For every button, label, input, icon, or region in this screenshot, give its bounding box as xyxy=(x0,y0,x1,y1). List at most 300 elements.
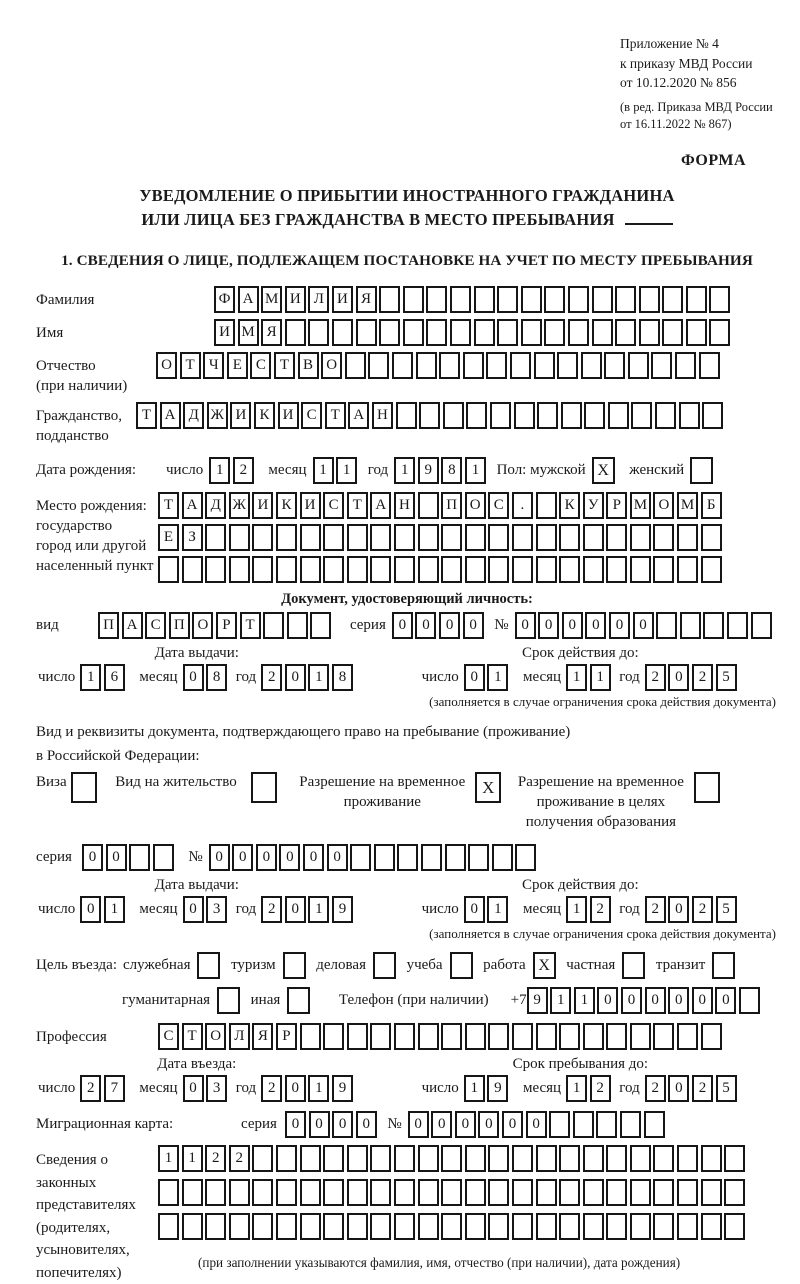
form-cell[interactable] xyxy=(441,1179,462,1206)
form-cell[interactable] xyxy=(300,556,321,583)
form-cell[interactable] xyxy=(373,952,396,979)
form-cell[interactable]: 3 xyxy=(206,1075,227,1102)
form-cell[interactable]: 0 xyxy=(668,896,689,923)
form-cell[interactable]: 0 xyxy=(209,844,230,871)
form-cell[interactable]: 0 xyxy=(621,987,642,1014)
form-cell[interactable] xyxy=(283,952,306,979)
form-cell[interactable] xyxy=(276,524,297,551)
form-cell[interactable]: З xyxy=(182,524,203,551)
form-cell[interactable] xyxy=(512,556,533,583)
form-cell[interactable] xyxy=(441,1023,462,1050)
form-cell[interactable] xyxy=(568,319,589,346)
form-cell[interactable]: 2 xyxy=(645,896,666,923)
form-cell[interactable] xyxy=(630,1179,651,1206)
form-cell[interactable] xyxy=(679,402,700,429)
form-cell[interactable] xyxy=(426,286,447,313)
form-cell[interactable] xyxy=(651,352,672,379)
form-cell[interactable] xyxy=(694,772,720,803)
form-cell[interactable]: 2 xyxy=(233,457,254,484)
form-cell[interactable]: М xyxy=(630,492,651,519)
form-cell[interactable] xyxy=(474,286,495,313)
form-cell[interactable]: И xyxy=(332,286,353,313)
form-cell[interactable]: 1 xyxy=(566,896,587,923)
form-cell[interactable] xyxy=(418,1179,439,1206)
form-cell[interactable] xyxy=(347,556,368,583)
form-cell[interactable] xyxy=(300,524,321,551)
form-cell[interactable] xyxy=(653,556,674,583)
form-cell[interactable]: 1 xyxy=(590,664,611,691)
form-cell[interactable]: 0 xyxy=(668,987,689,1014)
form-cell[interactable] xyxy=(559,1179,580,1206)
form-cell[interactable] xyxy=(515,844,536,871)
form-cell[interactable] xyxy=(559,556,580,583)
form-cell[interactable] xyxy=(205,1179,226,1206)
form-cell[interactable] xyxy=(205,524,226,551)
form-cell[interactable] xyxy=(488,556,509,583)
form-cell[interactable] xyxy=(592,319,613,346)
form-cell[interactable]: П xyxy=(98,612,119,639)
form-cell[interactable]: 0 xyxy=(392,612,413,639)
form-cell[interactable]: Т xyxy=(180,352,201,379)
form-cell[interactable] xyxy=(403,286,424,313)
form-cell[interactable] xyxy=(397,844,418,871)
form-cell[interactable] xyxy=(394,1179,415,1206)
form-cell[interactable] xyxy=(394,1213,415,1240)
form-cell[interactable] xyxy=(347,1213,368,1240)
form-cell[interactable]: Д xyxy=(183,402,204,429)
form-cell[interactable]: Ж xyxy=(207,402,228,429)
form-cell[interactable] xyxy=(724,1179,745,1206)
form-cell[interactable]: 0 xyxy=(597,987,618,1014)
form-cell[interactable] xyxy=(129,844,150,871)
form-cell[interactable] xyxy=(615,319,636,346)
form-cell[interactable] xyxy=(323,1023,344,1050)
form-cell[interactable]: О xyxy=(653,492,674,519)
form-cell[interactable]: Н xyxy=(372,402,393,429)
form-cell[interactable]: 1 xyxy=(465,457,486,484)
form-cell[interactable]: О xyxy=(205,1023,226,1050)
form-cell[interactable]: Е xyxy=(158,524,179,551)
form-cell[interactable] xyxy=(677,1213,698,1240)
form-cell[interactable] xyxy=(573,1111,594,1138)
form-cell[interactable]: 1 xyxy=(574,987,595,1014)
form-cell[interactable] xyxy=(182,1213,203,1240)
form-cell[interactable] xyxy=(544,319,565,346)
form-cell[interactable] xyxy=(596,1111,617,1138)
form-cell[interactable] xyxy=(229,524,250,551)
form-cell[interactable] xyxy=(727,612,748,639)
form-cell[interactable] xyxy=(251,772,277,803)
form-cell[interactable] xyxy=(724,1145,745,1172)
form-cell[interactable]: К xyxy=(559,492,580,519)
form-cell[interactable]: 0 xyxy=(715,987,736,1014)
form-cell[interactable] xyxy=(583,1023,604,1050)
form-cell[interactable] xyxy=(701,1145,722,1172)
form-cell[interactable] xyxy=(606,1179,627,1206)
form-cell[interactable]: 2 xyxy=(590,896,611,923)
form-cell[interactable] xyxy=(581,352,602,379)
form-cell[interactable] xyxy=(709,319,730,346)
form-cell[interactable] xyxy=(347,1179,368,1206)
form-cell[interactable]: А xyxy=(348,402,369,429)
form-cell[interactable] xyxy=(347,1023,368,1050)
form-cell[interactable] xyxy=(394,1023,415,1050)
form-cell[interactable] xyxy=(368,352,389,379)
form-cell[interactable] xyxy=(606,556,627,583)
form-cell[interactable]: 1 xyxy=(313,457,334,484)
form-cell[interactable]: Т xyxy=(158,492,179,519)
form-cell[interactable] xyxy=(465,556,486,583)
form-cell[interactable]: 2 xyxy=(692,1075,713,1102)
form-cell[interactable] xyxy=(474,319,495,346)
form-cell[interactable]: 0 xyxy=(415,612,436,639)
form-cell[interactable]: 0 xyxy=(455,1111,476,1138)
form-cell[interactable] xyxy=(512,524,533,551)
form-cell[interactable] xyxy=(703,612,724,639)
form-cell[interactable] xyxy=(630,1145,651,1172)
form-cell[interactable] xyxy=(606,1213,627,1240)
form-cell[interactable] xyxy=(690,457,713,484)
form-cell[interactable] xyxy=(263,612,284,639)
form-cell[interactable]: 2 xyxy=(590,1075,611,1102)
form-cell[interactable]: Е xyxy=(227,352,248,379)
form-cell[interactable] xyxy=(287,987,310,1014)
form-cell[interactable]: 0 xyxy=(285,1075,306,1102)
form-cell[interactable] xyxy=(712,952,735,979)
form-cell[interactable] xyxy=(450,286,471,313)
form-cell[interactable]: 0 xyxy=(464,664,485,691)
form-cell[interactable]: Т xyxy=(274,352,295,379)
form-cell[interactable] xyxy=(403,319,424,346)
form-cell[interactable]: Б xyxy=(701,492,722,519)
form-cell[interactable]: 0 xyxy=(309,1111,330,1138)
form-cell[interactable]: 1 xyxy=(566,664,587,691)
form-cell[interactable] xyxy=(356,319,377,346)
form-cell[interactable] xyxy=(549,1111,570,1138)
form-cell[interactable] xyxy=(604,352,625,379)
form-cell[interactable] xyxy=(441,1213,462,1240)
form-cell[interactable]: 0 xyxy=(303,844,324,871)
form-cell[interactable] xyxy=(418,1213,439,1240)
form-cell[interactable]: 2 xyxy=(261,896,282,923)
form-cell[interactable] xyxy=(630,1213,651,1240)
form-cell[interactable] xyxy=(675,352,696,379)
form-cell[interactable]: О xyxy=(156,352,177,379)
form-cell[interactable]: 0 xyxy=(463,612,484,639)
form-cell[interactable] xyxy=(583,1213,604,1240)
form-cell[interactable]: Т xyxy=(240,612,261,639)
form-cell[interactable] xyxy=(394,556,415,583)
form-cell[interactable]: М xyxy=(238,319,259,346)
form-cell[interactable] xyxy=(370,1023,391,1050)
form-cell[interactable]: 2 xyxy=(229,1145,250,1172)
form-cell[interactable] xyxy=(653,524,674,551)
form-cell[interactable] xyxy=(521,319,542,346)
form-cell[interactable]: 2 xyxy=(261,1075,282,1102)
form-cell[interactable]: С xyxy=(145,612,166,639)
form-cell[interactable] xyxy=(653,1145,674,1172)
form-cell[interactable] xyxy=(441,556,462,583)
form-cell[interactable] xyxy=(418,1145,439,1172)
form-cell[interactable]: 0 xyxy=(645,987,666,1014)
form-cell[interactable] xyxy=(443,402,464,429)
form-cell[interactable] xyxy=(656,612,677,639)
form-cell[interactable]: 1 xyxy=(158,1145,179,1172)
form-cell[interactable] xyxy=(583,524,604,551)
form-cell[interactable]: 0 xyxy=(609,612,630,639)
form-cell[interactable] xyxy=(653,1023,674,1050)
form-cell[interactable]: Ч xyxy=(203,352,224,379)
form-cell[interactable] xyxy=(276,1213,297,1240)
form-cell[interactable]: И xyxy=(252,492,273,519)
form-cell[interactable] xyxy=(701,556,722,583)
form-cell[interactable] xyxy=(701,524,722,551)
form-cell[interactable] xyxy=(370,1179,391,1206)
form-cell[interactable]: Я xyxy=(252,1023,273,1050)
form-cell[interactable]: У xyxy=(583,492,604,519)
form-cell[interactable]: 0 xyxy=(515,612,536,639)
form-cell[interactable] xyxy=(450,952,473,979)
form-cell[interactable]: О xyxy=(192,612,213,639)
form-cell[interactable]: В xyxy=(298,352,319,379)
form-cell[interactable] xyxy=(536,1145,557,1172)
form-cell[interactable]: 0 xyxy=(668,1075,689,1102)
form-cell[interactable] xyxy=(653,1213,674,1240)
form-cell[interactable] xyxy=(394,524,415,551)
form-cell[interactable] xyxy=(300,1145,321,1172)
form-cell[interactable]: Т xyxy=(136,402,157,429)
form-cell[interactable] xyxy=(488,524,509,551)
form-cell[interactable] xyxy=(701,1179,722,1206)
form-cell[interactable] xyxy=(465,524,486,551)
form-cell[interactable]: 0 xyxy=(285,1111,306,1138)
form-cell[interactable] xyxy=(323,1145,344,1172)
form-cell[interactable] xyxy=(628,352,649,379)
form-cell[interactable]: 0 xyxy=(82,844,103,871)
form-cell[interactable] xyxy=(620,1111,641,1138)
form-cell[interactable] xyxy=(158,1179,179,1206)
form-cell[interactable] xyxy=(701,1023,722,1050)
form-cell[interactable]: 2 xyxy=(645,664,666,691)
form-cell[interactable]: А xyxy=(238,286,259,313)
form-cell[interactable]: 0 xyxy=(327,844,348,871)
form-cell[interactable] xyxy=(370,524,391,551)
form-cell[interactable] xyxy=(379,286,400,313)
form-cell[interactable] xyxy=(724,1213,745,1240)
form-cell[interactable] xyxy=(751,612,772,639)
form-cell[interactable] xyxy=(445,844,466,871)
form-cell[interactable] xyxy=(229,556,250,583)
form-cell[interactable] xyxy=(374,844,395,871)
form-cell[interactable] xyxy=(709,286,730,313)
form-cell[interactable]: 1 xyxy=(104,896,125,923)
form-cell[interactable]: 0 xyxy=(562,612,583,639)
form-cell[interactable]: 0 xyxy=(356,1111,377,1138)
form-cell[interactable] xyxy=(276,1145,297,1172)
form-cell[interactable]: 0 xyxy=(279,844,300,871)
form-cell[interactable] xyxy=(323,1179,344,1206)
form-cell[interactable] xyxy=(592,286,613,313)
form-cell[interactable] xyxy=(276,1179,297,1206)
form-cell[interactable]: 1 xyxy=(308,1075,329,1102)
form-cell[interactable] xyxy=(197,952,220,979)
form-cell[interactable] xyxy=(662,319,683,346)
form-cell[interactable]: Т xyxy=(182,1023,203,1050)
form-cell[interactable] xyxy=(153,844,174,871)
form-cell[interactable]: Д xyxy=(205,492,226,519)
form-cell[interactable] xyxy=(370,1145,391,1172)
form-cell[interactable] xyxy=(252,556,273,583)
form-cell[interactable] xyxy=(536,1213,557,1240)
form-cell[interactable]: 0 xyxy=(256,844,277,871)
form-cell[interactable]: 0 xyxy=(183,896,204,923)
form-cell[interactable] xyxy=(686,286,707,313)
form-cell[interactable] xyxy=(639,286,660,313)
form-cell[interactable] xyxy=(561,402,582,429)
form-cell[interactable]: 3 xyxy=(206,896,227,923)
form-cell[interactable] xyxy=(559,1023,580,1050)
form-cell[interactable] xyxy=(310,612,331,639)
form-cell[interactable]: 0 xyxy=(183,1075,204,1102)
form-cell[interactable]: С xyxy=(301,402,322,429)
form-cell[interactable]: 2 xyxy=(645,1075,666,1102)
form-cell[interactable] xyxy=(396,402,417,429)
form-cell[interactable] xyxy=(497,286,518,313)
form-cell[interactable] xyxy=(536,524,557,551)
form-cell[interactable]: И xyxy=(214,319,235,346)
form-cell[interactable] xyxy=(514,402,535,429)
form-cell[interactable]: 0 xyxy=(332,1111,353,1138)
form-cell[interactable] xyxy=(252,524,273,551)
form-cell[interactable]: X xyxy=(475,772,501,803)
form-cell[interactable] xyxy=(182,1179,203,1206)
form-cell[interactable] xyxy=(323,524,344,551)
form-cell[interactable]: М xyxy=(261,286,282,313)
form-cell[interactable]: И xyxy=(285,286,306,313)
form-cell[interactable] xyxy=(465,1179,486,1206)
form-cell[interactable]: 0 xyxy=(106,844,127,871)
form-cell[interactable]: 0 xyxy=(285,896,306,923)
form-cell[interactable] xyxy=(677,1179,698,1206)
form-cell[interactable] xyxy=(441,1145,462,1172)
form-cell[interactable]: Р xyxy=(606,492,627,519)
form-cell[interactable]: 1 xyxy=(336,457,357,484)
form-cell[interactable]: 1 xyxy=(464,1075,485,1102)
form-cell[interactable]: Р xyxy=(216,612,237,639)
form-cell[interactable] xyxy=(450,319,471,346)
form-cell[interactable] xyxy=(677,524,698,551)
form-cell[interactable] xyxy=(630,1023,651,1050)
form-cell[interactable] xyxy=(418,1023,439,1050)
form-cell[interactable]: 0 xyxy=(431,1111,452,1138)
form-cell[interactable]: С xyxy=(158,1023,179,1050)
form-cell[interactable] xyxy=(492,844,513,871)
form-cell[interactable]: 5 xyxy=(716,664,737,691)
form-cell[interactable]: 9 xyxy=(418,457,439,484)
form-cell[interactable]: . xyxy=(512,492,533,519)
form-cell[interactable]: 0 xyxy=(526,1111,547,1138)
form-cell[interactable]: 9 xyxy=(487,1075,508,1102)
form-cell[interactable]: И xyxy=(300,492,321,519)
form-cell[interactable] xyxy=(488,1145,509,1172)
form-cell[interactable]: 2 xyxy=(692,664,713,691)
form-cell[interactable]: 0 xyxy=(585,612,606,639)
form-cell[interactable] xyxy=(323,1213,344,1240)
form-cell[interactable] xyxy=(702,402,723,429)
form-cell[interactable]: 0 xyxy=(439,612,460,639)
form-cell[interactable]: 2 xyxy=(205,1145,226,1172)
form-cell[interactable]: К xyxy=(276,492,297,519)
form-cell[interactable] xyxy=(463,352,484,379)
form-cell[interactable]: О xyxy=(465,492,486,519)
form-cell[interactable]: П xyxy=(169,612,190,639)
form-cell[interactable]: 1 xyxy=(308,664,329,691)
form-cell[interactable] xyxy=(583,1179,604,1206)
form-cell[interactable]: X xyxy=(592,457,615,484)
form-cell[interactable]: 0 xyxy=(692,987,713,1014)
form-cell[interactable] xyxy=(394,1145,415,1172)
form-cell[interactable] xyxy=(559,524,580,551)
form-cell[interactable] xyxy=(441,524,462,551)
form-cell[interactable] xyxy=(300,1023,321,1050)
form-cell[interactable] xyxy=(559,1145,580,1172)
form-cell[interactable] xyxy=(606,1023,627,1050)
form-cell[interactable] xyxy=(418,556,439,583)
form-cell[interactable] xyxy=(644,1111,665,1138)
form-cell[interactable] xyxy=(490,402,511,429)
form-cell[interactable] xyxy=(300,1213,321,1240)
form-cell[interactable]: 0 xyxy=(285,664,306,691)
form-cell[interactable] xyxy=(392,352,413,379)
form-cell[interactable]: 8 xyxy=(441,457,462,484)
form-cell[interactable] xyxy=(512,1213,533,1240)
form-cell[interactable] xyxy=(252,1179,273,1206)
form-cell[interactable] xyxy=(350,844,371,871)
form-cell[interactable] xyxy=(497,319,518,346)
form-cell[interactable] xyxy=(521,286,542,313)
form-cell[interactable] xyxy=(345,352,366,379)
form-cell[interactable] xyxy=(287,612,308,639)
form-cell[interactable]: 9 xyxy=(332,1075,353,1102)
form-cell[interactable]: 0 xyxy=(232,844,253,871)
form-cell[interactable]: 1 xyxy=(394,457,415,484)
form-cell[interactable]: П xyxy=(441,492,462,519)
form-cell[interactable] xyxy=(544,286,565,313)
form-cell[interactable] xyxy=(252,1213,273,1240)
form-cell[interactable] xyxy=(583,1145,604,1172)
form-cell[interactable]: 1 xyxy=(487,896,508,923)
form-cell[interactable]: 1 xyxy=(209,457,230,484)
form-cell[interactable] xyxy=(630,524,651,551)
form-cell[interactable] xyxy=(419,402,440,429)
form-cell[interactable] xyxy=(465,1023,486,1050)
form-cell[interactable] xyxy=(217,987,240,1014)
form-cell[interactable] xyxy=(677,1023,698,1050)
form-cell[interactable]: К xyxy=(254,402,275,429)
form-cell[interactable] xyxy=(205,1213,226,1240)
form-cell[interactable]: 1 xyxy=(550,987,571,1014)
form-cell[interactable] xyxy=(370,1213,391,1240)
form-cell[interactable] xyxy=(622,952,645,979)
form-cell[interactable]: И xyxy=(278,402,299,429)
form-cell[interactable]: 0 xyxy=(80,896,101,923)
form-cell[interactable]: О xyxy=(321,352,342,379)
form-cell[interactable] xyxy=(739,987,760,1014)
form-cell[interactable] xyxy=(158,1213,179,1240)
form-cell[interactable]: 0 xyxy=(183,664,204,691)
form-cell[interactable]: 0 xyxy=(408,1111,429,1138)
form-cell[interactable] xyxy=(416,352,437,379)
